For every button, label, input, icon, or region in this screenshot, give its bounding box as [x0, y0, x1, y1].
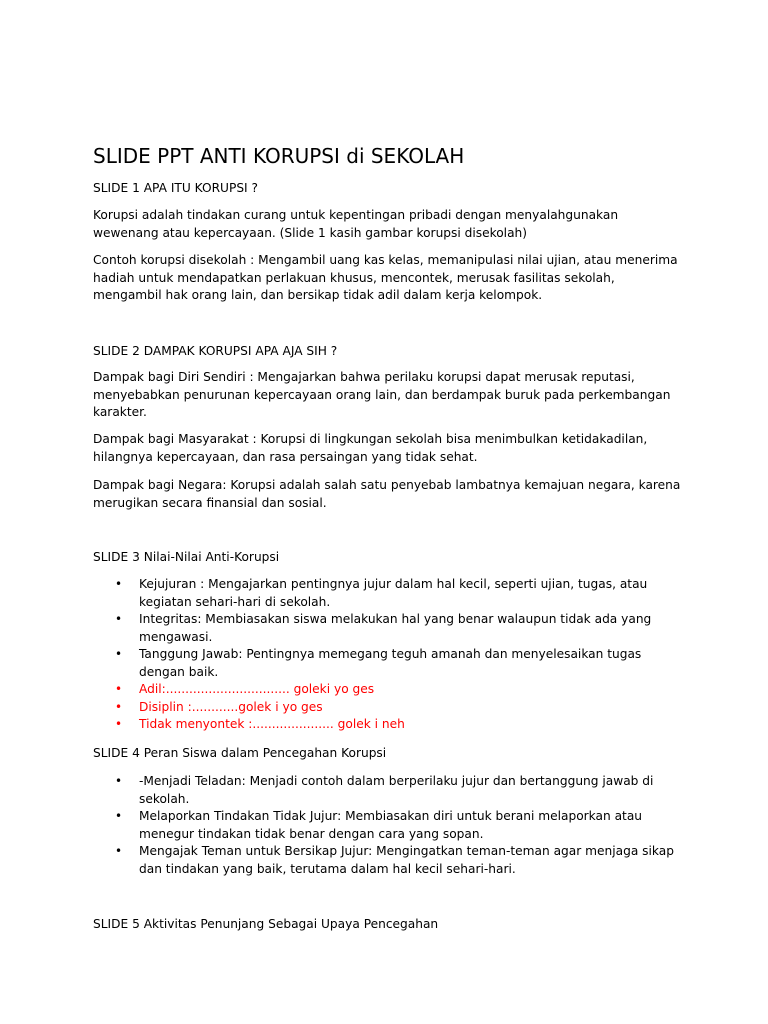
bullet-text: Tidak menyontek :..................... golek i neh [139, 717, 405, 731]
bullet-text: -Menjadi Teladan: Menjadi contoh dalam berperilaku jujur dan bertanggung jawab di sekolah. [139, 774, 654, 806]
slide2-paragraph-society: Dampak bagi Masyarakat : Korupsi di lingkungan sekolah bisa menimbulkan ketidakadilan, hilangnya kepercayaan, dan rasa persaingan yang tidak sehat. [93, 432, 648, 464]
slide2-paragraph-self: Dampak bagi Diri Sendiri : Mengajarkan bahwa perilaku korupsi dapat merusak reputasi, menyebabkan penurunan kepercayaan orang lain, dan berdampak buruk pada perkembangan karakter. [93, 370, 671, 419]
bullet-icon: • [115, 699, 123, 714]
slide4-bullet-role-model [93, 773, 683, 808]
slide1-paragraph-examples: Contoh korupsi disekolah : Mengambil uang kas kelas, memanipulasi nilai ujian, atau menerima hadiah untuk mendapatkan perlakuan khusus, mencontek, merusak fasilitas sekolah, mengambil hak orang lain, dan bersikap tidak adil dalam kerja kelompok. [93, 253, 678, 302]
slide5-heading: SLIDE 5 Aktivitas Penunjang Sebagai Upaya Pencegahan [93, 917, 439, 931]
bullet-text: Kejujuran : Mengajarkan pentingnya jujur dalam hal kecil, seperti ujian, tugas, atau kegiatan sehari-hari di sekolah. [139, 577, 648, 609]
slide4-bullet-reporting [93, 808, 683, 843]
bullet-icon: • [115, 774, 123, 788]
slide4-bullet-invite-friends [93, 843, 683, 878]
bullet-icon: • [115, 809, 123, 823]
slide4-heading: SLIDE 4 Peran Siswa dalam Pencegahan Korupsi [93, 746, 387, 760]
bullet-text: Integritas: Membiasakan siswa melakukan hal yang benar walaupun tidak ada yang mengawasi. [139, 612, 652, 644]
bullet-icon: • [115, 612, 123, 626]
slide3-heading: SLIDE 3 Nilai-Nilai Anti-Korupsi [93, 550, 280, 564]
bullet-text: Disiplin :............golek i yo ges [139, 699, 323, 714]
slide3-bullet-integrity [93, 611, 683, 646]
bullet-icon: • [115, 577, 123, 591]
slide3-bullet-discipline [93, 699, 683, 717]
slide3-bullet-honesty [93, 576, 683, 611]
document-title: SLIDE PPT ANTI KORUPSI di SEKOLAH [93, 144, 465, 168]
bullet-text: Mengajak Teman untuk Bersikap Jujur: Mengingatkan teman-teman agar menjaga sikap dan tindakan yang baik, terutama dalam hal kecil sehari-hari. [139, 844, 674, 876]
bullet-text: Melaporkan Tindakan Tidak Jujur: Membiasakan diri untuk berani melaporkan atau menegur tindakan tidak benar dengan cara yang sopan. [139, 809, 643, 841]
bullet-icon: • [115, 647, 123, 661]
slide3-bullet-responsibility [93, 646, 683, 681]
bullet-text: Tanggung Jawab: Pentingnya memegang teguh amanah dan menyelesaikan tugas dengan baik. [139, 647, 642, 679]
bullet-icon: • [115, 717, 123, 731]
slide2-paragraph-nation: Dampak bagi Negara: Korupsi adalah salah satu penyebab lambatnya kemajuan negara, karena merugikan secara finansial dan sosial. [93, 478, 681, 510]
slide1-heading: SLIDE 1 APA ITU KORUPSI ? [93, 181, 258, 195]
bullet-icon: • [115, 844, 123, 858]
bullet-icon: • [115, 682, 123, 696]
slide3-bullet-no-cheating [93, 716, 683, 734]
slide2-heading: SLIDE 2 DAMPAK KORUPSI APA AJA SIH ? [93, 344, 338, 358]
bullet-text: Adil:................................ goleki yo ges [139, 682, 375, 696]
slide3-bullet-fair [93, 681, 683, 699]
slide1-paragraph-definition: Korupsi adalah tindakan curang untuk kepentingan pribadi dengan menyalahgunakan wewenang atau kepercayaan. (Slide 1 kasih gambar korupsi disekolah) [93, 208, 619, 240]
slide3-bullet-list [93, 576, 683, 734]
slide4-bullet-list [93, 773, 683, 878]
